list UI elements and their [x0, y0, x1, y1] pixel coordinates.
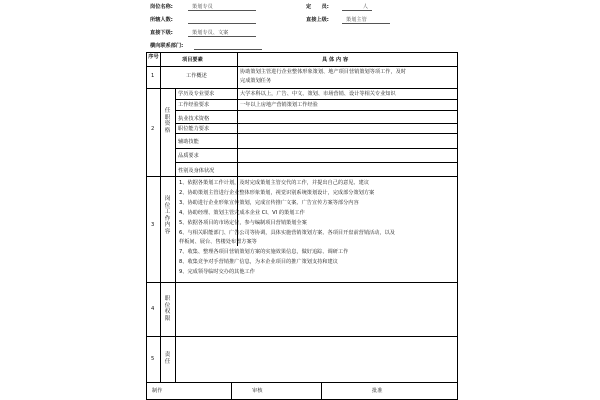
row1-item: 工作概述 [186, 73, 207, 79]
row1-content-line2: 完成策划任务 [240, 78, 272, 84]
work-item: 3、协助进行企业形象宣传策划，完成宣传推广文案、广告宣传方案等部分内容 [179, 200, 359, 206]
qual-item-4: 职位能力要求 [178, 126, 210, 132]
supervisor-value: 策划主管 [342, 17, 390, 24]
qual-item-6: 品质要求 [178, 153, 199, 159]
row2-seq: 2 [151, 126, 155, 132]
qual-item-3: 执业技术资格 [178, 116, 210, 122]
qual-item-5: 辅助技能 [178, 139, 199, 145]
column-header-content: 具 体 内 容 [322, 57, 349, 63]
table-border-right [457, 52, 458, 400]
column-header-item: 项目要素 [182, 57, 203, 63]
qual-line-2 [175, 110, 458, 111]
row1-content-line1: 协助策划主管进行企业整体形象策划、地产项目营销策划等项工作，及时 [240, 69, 407, 75]
qual-line-1 [175, 99, 458, 100]
col-line-item [237, 52, 238, 246]
row-line-4 [146, 336, 458, 337]
footer-col-line-1 [231, 382, 232, 400]
contact-dept-value [194, 43, 262, 50]
footer-approved-by: 批准 [372, 388, 383, 394]
row5-group-label: 责任 [164, 352, 171, 365]
work-item: 7、收集、整理各项目营销策划方案的实施效果信息，做好追踪、调研工作 [179, 249, 349, 255]
qual-item-7: 性别及身体状况 [178, 168, 215, 174]
row-line-5 [146, 382, 458, 383]
work-item: 样板间、展台、售楼处布置方案等 [179, 239, 257, 245]
footer-col-line-2 [321, 382, 322, 400]
qual-content-2: 一年以上房地产营销策划工作经验 [240, 102, 318, 108]
position-name-value: 策划专员 [188, 4, 256, 11]
position-name-label: 岗位名称: [150, 4, 173, 10]
work-item: 4、协助经理、策划主管完成本企业 CI、VI 的策划工作 [179, 210, 305, 216]
work-item: 9、完成领导临时交办的其他工作 [179, 269, 255, 275]
column-header-seq: 序号 [148, 54, 159, 60]
job-description-document [146, 0, 458, 400]
row3-seq: 3 [151, 222, 155, 228]
table-border-left [146, 52, 147, 400]
qual-content-1: 大学本科以上，广告、中文、策划、市场营销、设计等相关专业知识 [240, 91, 396, 97]
work-item: 1、依据各策划工作计划，及时完成策划主管交代的工作，并提出自己的意见、建议 [179, 180, 370, 186]
qual-line-6 [175, 162, 458, 163]
quota-value: 人 [342, 4, 372, 11]
quota-label: 定 员: [306, 4, 329, 10]
subordinate-label: 直接下级: [150, 30, 173, 36]
supervisor-label: 直接上级: [306, 17, 329, 23]
qual-line-4 [175, 133, 458, 134]
row3-group-label: 岗位工作内容 [164, 196, 171, 235]
footer-reviewed-by: 审核 [252, 388, 263, 394]
contact-dept-label: 横向联系部门: [150, 43, 184, 49]
row-line-header [146, 66, 458, 67]
col-line-seq [160, 52, 161, 382]
qual-item-1: 学历及专业要求 [178, 91, 215, 97]
row-line-2 [146, 176, 458, 177]
footer-made-by: 制作 [152, 388, 163, 394]
work-item: 6、与相关职能部门、广告公司等协调，具体实施营销策划方案、各项目开盘前营销活动，以及 [179, 230, 395, 236]
row5-seq: 5 [151, 356, 155, 362]
row1-seq: 1 [151, 73, 155, 79]
table-border-top [146, 52, 458, 53]
department-count-label: 所辖人数: [150, 17, 173, 23]
subordinate-value: 策划专员、文案 [188, 30, 256, 37]
qual-line-3 [175, 123, 458, 124]
qual-line-5 [175, 148, 458, 149]
work-item: 8、收集竞争对手营销推广信息，为本企业项目的推广策划支持和建议 [179, 259, 338, 265]
row4-group-label: 职位权限 [164, 296, 171, 322]
work-item: 5、依据各项目的市场定位，参与编制项目营销策划全案 [179, 220, 307, 226]
row-line-1 [146, 88, 458, 89]
work-item: 2、协助策划主管进行企业整体形象策划，视觉识别系统策划设计，完成部分策划方案 [179, 190, 375, 196]
row4-seq: 4 [151, 306, 155, 312]
row-line-3 [146, 282, 458, 283]
qual-item-2: 工作经验要求 [178, 102, 210, 108]
row2-group-label: 任职资格 [164, 108, 171, 134]
department-count-value [188, 17, 256, 24]
